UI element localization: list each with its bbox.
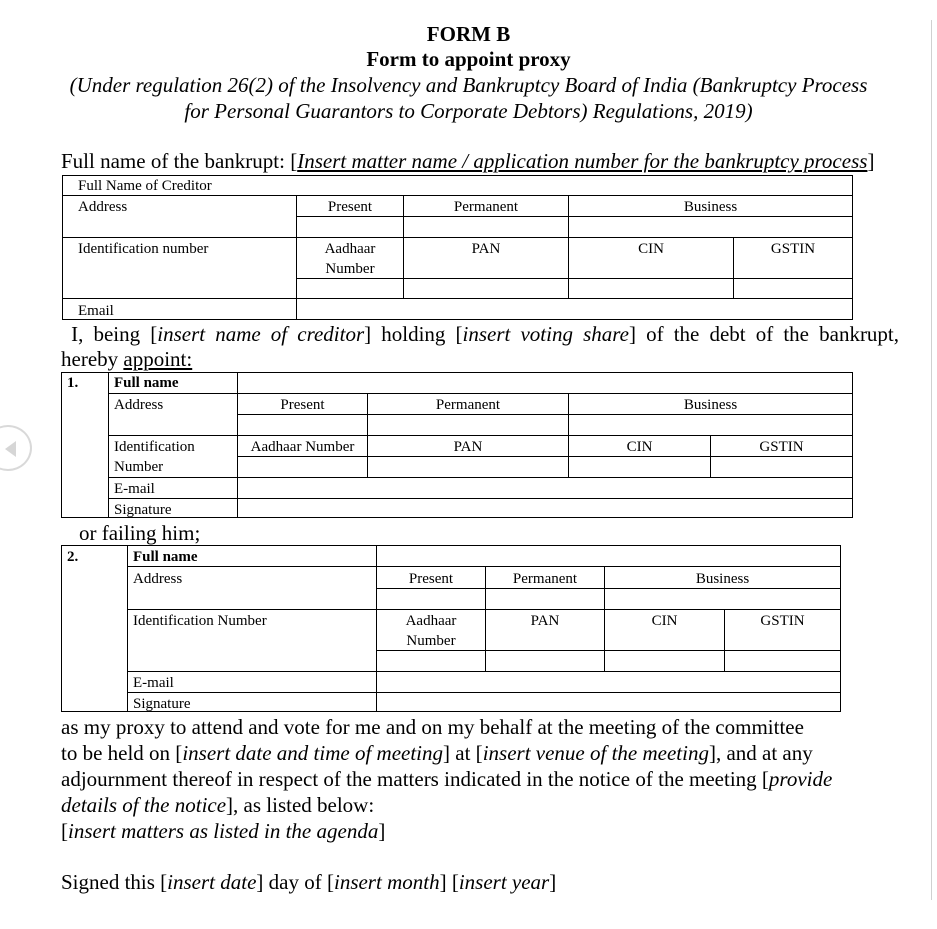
closing-line-2: [61, 740, 813, 766]
creditor-aadhaar-header: [297, 239, 403, 279]
voting-share-placeholder: insert voting share: [462, 322, 629, 346]
proxy-1-identification-line-2: Number: [114, 459, 164, 475]
proxy-2-cin-header: CIN: [651, 613, 678, 629]
creditor-address-label: Address: [78, 199, 128, 215]
closing-listed-below: ], as listed below:: [226, 793, 375, 817]
proxy-1-pan-header: PAN: [453, 439, 483, 455]
signed-day-of: ] day of [: [256, 870, 334, 894]
regulation-line-2: for Personal Guarantors to Corporate Debtors) Regulations, 2019): [184, 99, 753, 123]
closing-adjournment: adjournment thereof in respect of the matters indicated in the notice of the meeting [: [61, 767, 769, 791]
proxy-2-email-label: E-mail: [133, 675, 174, 691]
proxy-2-present-header: Present: [408, 571, 454, 587]
agenda-close: ]: [378, 819, 386, 843]
agenda-line: [61, 818, 385, 844]
closing-at: ] at [: [443, 741, 483, 765]
appoint-text-2: ] holding [: [364, 322, 463, 346]
creditor-name-placeholder: insert name of creditor: [157, 322, 365, 346]
signed-year-placeholder: insert year: [458, 870, 550, 894]
creditor-present-header: Present: [327, 199, 373, 215]
proxy-1-signature-label: Signature: [114, 502, 172, 518]
closing-provide: provide: [768, 767, 833, 791]
meeting-date-placeholder: insert date and time of meeting: [182, 741, 444, 765]
appoint-word: appoint:: [123, 347, 193, 371]
creditor-gstin-header: GSTIN: [770, 241, 816, 257]
closing-line-1: as my proxy to attend and vote for me and on my behalf at the meeting of the committee: [61, 715, 804, 739]
meeting-venue-placeholder: insert venue of the meeting: [482, 741, 709, 765]
appoint-line-1: [61, 321, 899, 347]
proxy-1-number: 1.: [67, 375, 79, 391]
appoint-hereby: hereby: [61, 347, 124, 371]
closing-held-on: to be held on [: [61, 741, 183, 765]
proxy-1-email-label: E-mail: [114, 481, 155, 497]
appoint-text-3: ] of the debt of the bankrupt,: [628, 322, 900, 346]
regulation-line-1: (Under regulation 26(2) of the Insolvency and Bankruptcy Board of India (Bankruptcy Process: [69, 73, 868, 97]
proxy-2-signature-label: Signature: [133, 696, 191, 712]
creditor-permanent-header: Permanent: [453, 199, 519, 215]
creditor-identification-label: Identification number: [78, 241, 209, 257]
proxy-2-full-name-label: Full name: [133, 549, 198, 565]
proxy-2-address-label: Address: [133, 571, 183, 587]
proxy-1-permanent-header: Permanent: [435, 397, 501, 413]
form-title: Form to appoint proxy: [366, 47, 571, 71]
proxy-1-identification-label: [114, 437, 195, 477]
proxy-2-permanent-header: Permanent: [512, 571, 578, 587]
closing-and-at-any: ], and at any: [708, 741, 813, 765]
proxy-2-aadhaar-line-2: Number: [406, 633, 456, 649]
signed-date-placeholder: insert date: [167, 870, 257, 894]
closing-line-3: [61, 766, 832, 792]
chevron-left-icon: [4, 440, 18, 458]
closing-line-4: [61, 792, 374, 818]
proxy-2-number: 2.: [67, 549, 79, 565]
creditor-aadhaar-line-1: Aadhaar: [324, 241, 376, 257]
creditor-aadhaar-line-2: Number: [325, 261, 375, 277]
proxy-1-aadhaar-header: Aadhaar Number: [250, 439, 355, 455]
signed-month-placeholder: insert month: [333, 870, 440, 894]
bankrupt-suffix: ]: [867, 149, 875, 173]
signed-line: [61, 869, 556, 895]
proxy-2-aadhaar-header: [377, 611, 485, 651]
creditor-cin-header: CIN: [638, 241, 664, 257]
agenda-open: [: [61, 819, 68, 843]
appoint-line-2: [61, 346, 192, 372]
signed-close: ]: [549, 870, 557, 894]
proxy-1-identification-line-1: Identification: [114, 439, 195, 455]
proxy-1-present-header: Present: [280, 397, 325, 413]
proxy-2-pan-header: PAN: [530, 613, 560, 629]
proxy-2-business-header: Business: [695, 571, 750, 587]
proxy-2-identification-label: Identification Number: [133, 613, 267, 629]
proxy-1-address-label: Address: [114, 397, 164, 413]
proxy-2-gstin-header: GSTIN: [760, 613, 805, 629]
signed-this: Signed this [: [61, 870, 168, 894]
form-number: FORM B: [426, 22, 511, 46]
bankrupt-prefix: Full name of the bankrupt: [: [61, 149, 298, 173]
proxy-1-cin-header: CIN: [626, 439, 653, 455]
signed-separator: ] [: [439, 870, 459, 894]
creditor-business-header: Business: [683, 199, 738, 215]
bankrupt-placeholder: Insert matter name / application number for the bankruptcy process: [297, 149, 868, 173]
proxy-1-full-name-label: Full name: [114, 375, 179, 391]
proxy-1-business-header: Business: [683, 397, 738, 413]
agenda-placeholder: insert matters as listed in the agenda: [68, 819, 379, 843]
proxy-1-gstin-header: GSTIN: [759, 439, 804, 455]
creditor-pan-header: PAN: [471, 241, 501, 257]
appoint-text-1: I, being [: [71, 322, 158, 346]
proxy-2-aadhaar-line-1: Aadhaar: [405, 613, 457, 629]
or-failing-him: or failing him;: [79, 521, 201, 545]
notice-details-placeholder: details of the notice: [61, 793, 227, 817]
page-right-edge: [931, 20, 932, 900]
creditor-email-label: Email: [78, 303, 114, 319]
creditor-full-name-label: Full Name of Creditor: [78, 178, 212, 194]
